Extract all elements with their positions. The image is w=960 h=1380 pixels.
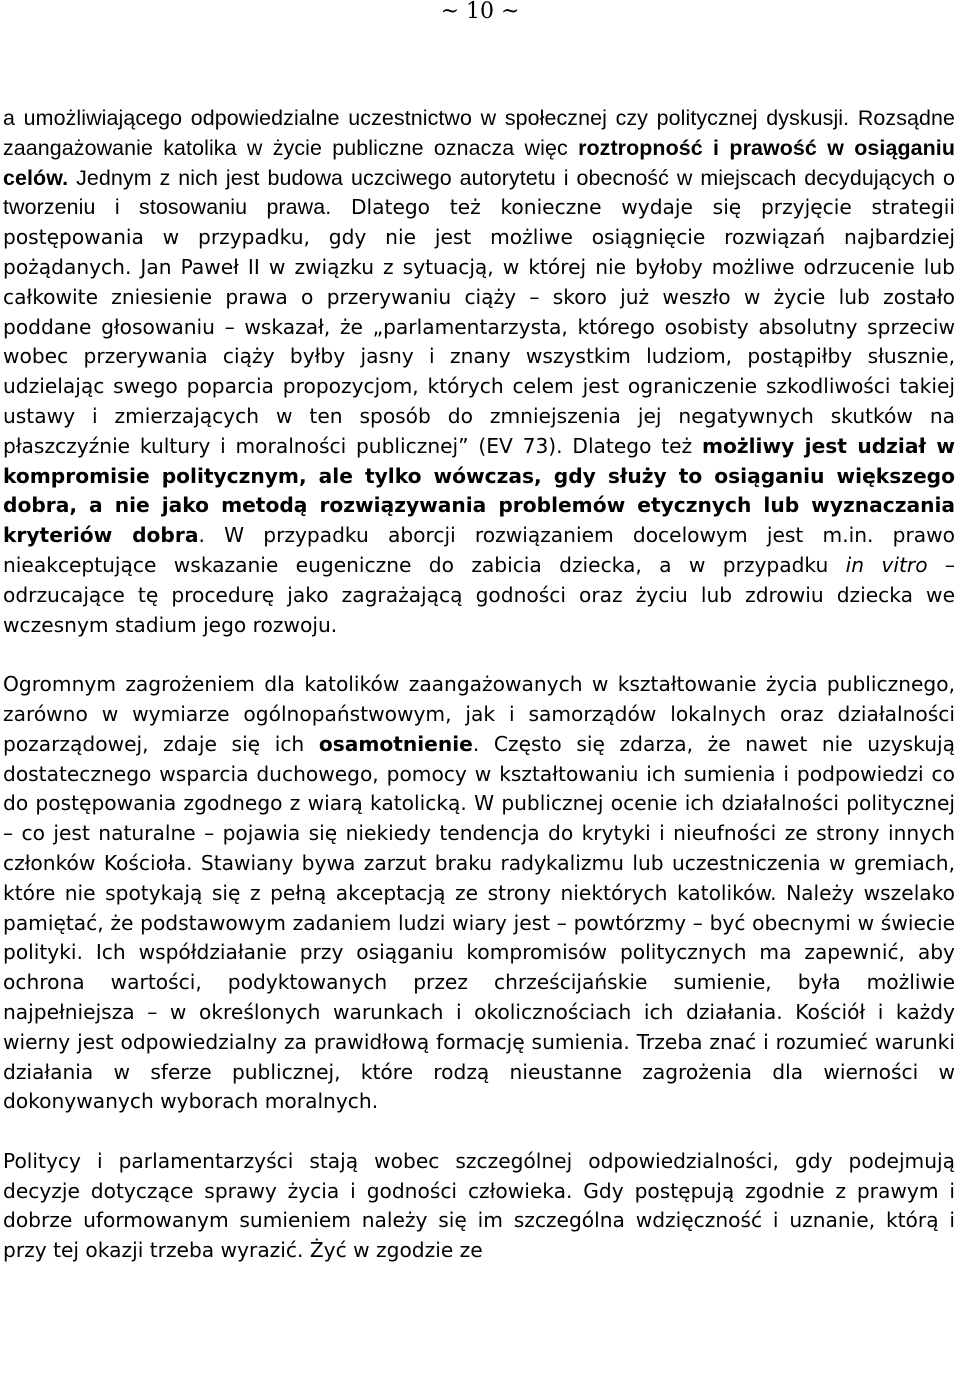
text-segment: a umożliwiającego odpowiedzialne uczestnictwo w społecznej czy politycznej dyskusji. Rozsądne zaangażowanie katolika w życie publiczne oznacza więc (3, 106, 955, 160)
paragraph (3, 670, 955, 1117)
text-segment: Ogromnym zagrożeniem dla katolików zaangażowanych w kształtowanie życia publicznego, zarówno w wymiarze ogólnopaństwowym, jak i samorządów lokalnych oraz działalności pozarządowej, zdaje się ich (3, 672, 955, 756)
text-segment: Politycy i parlamentarzyści stają wobec szczególnej odpowiedzialności, gdy podejmują decyzje dotyczące sprawy życia i godności człowieka. Gdy postępują zgodnie z prawym i dobrze uformowanym sumieniem należy się im szczególna wdzięczność i uznanie, którą i przy tej okazji trzeba wyrazić. Żyć w zgodzie ze (3, 1148, 955, 1263)
text-segment: Jednym z nich jest budowa uczciwego autorytetu i obecność w miejscach decydujących o tworzeniu i stosowaniu prawa. (3, 165, 955, 220)
text-segment: . W przypadku aborcji rozwiązaniem docelowym jest m.in. prawo nieakceptujące wskazanie eugeniczne do zabicia dziecka, a w przypadku (3, 523, 955, 577)
page-number: ~ 10 ~ (440, 0, 520, 24)
text-segment: Dlatego też konieczne wydaje się przyjęcie strategii postępowania w przypadku, gdy nie jest możliwe osiągnięcie rozwiązań najbardziej pożądanych. Jan Paweł II w związku z sytuacją, w której nie byłoby możliwe odrzucenie lub całkowite zniesienie prawa o przerywaniu ciąży – skoro już weszło w życie lub zostało poddane głosowaniu – wskazał, że „parlamentarzysta, którego osobisty absolutny sprzeciw wobec przerywania ciąży byłby jasny i znany wszystkim ludziom, postąpiłby słusznie, udzielając swego poparcia propozycjom, których celem jest ograniczenie szkodliwości takiej ustawy i zmierzających w ten sposób do zmniejszenia jej negatywnych skutków na płaszczyźnie kultury i moralności publicznej” (EV 73). Dlatego też (3, 195, 956, 458)
document-body (3, 104, 955, 1266)
paragraph (3, 104, 955, 640)
text-segment-bold: osamotnienie (318, 731, 473, 756)
text-segment: – odrzucające tę procedurę jako zagrażającą godności oraz życiu lub zdrowiu dziecka we wczesnym stadium jego rozwoju. (3, 552, 955, 637)
text-segment: . Często się zdarza, że nawet nie uzyskują dostatecznego wsparcia duchowego, pomocy w kształtowaniu ich sumienia i podpowiedzi co do postępowania zgodnego z wiarą katolicką. W publicznej ocenie ich działalności politycznej – co jest naturalne – pojawia się niekiedy tendencja do krytyki i nieufności ze strony innych członków Kościoła. Stawiany bywa zarzut braku radykalizmu lub uczestniczenia w gremiach, które nie spotykają się z pełną akceptacją ze strony niektórych katolików. Należy wszelako pamiętać, że podstawowym zadaniem ludzi wiary jest – powtórzmy – być obecnymi w świecie polityki. Ich współdziałanie przy osiąganiu kompromisów politycznych ma zapewnić, aby ochrona wartości, podyktowanych przez chrześcijańskie sumienie, była możliwie najpełniejsza – w określonych warunkach i okolicznościach ich działania. Kościół i każdy wierny jest odpowiedzialny za prawidłową formację sumienia. Trzeba znać i rozumieć warunki działania w sferze publicznej, które rodzą nieustanne zagrożenia dla wierności w dokonywanych wyborach moralnych. (3, 731, 955, 1114)
text-segment-bold: możliwy jest udział w kompromisie politycznym, ale tylko wówczas, gdy służy to osiąganiu większego dobra, a nie jako metodą rozwiązywania problemów etycznych lub wyznaczania kryteriów dobra (3, 433, 956, 548)
text-segment-italic: in vitro (845, 552, 928, 577)
text-segment-bold: roztropność i prawość w osiąganiu celów. (3, 135, 955, 190)
paragraph (3, 1147, 955, 1266)
